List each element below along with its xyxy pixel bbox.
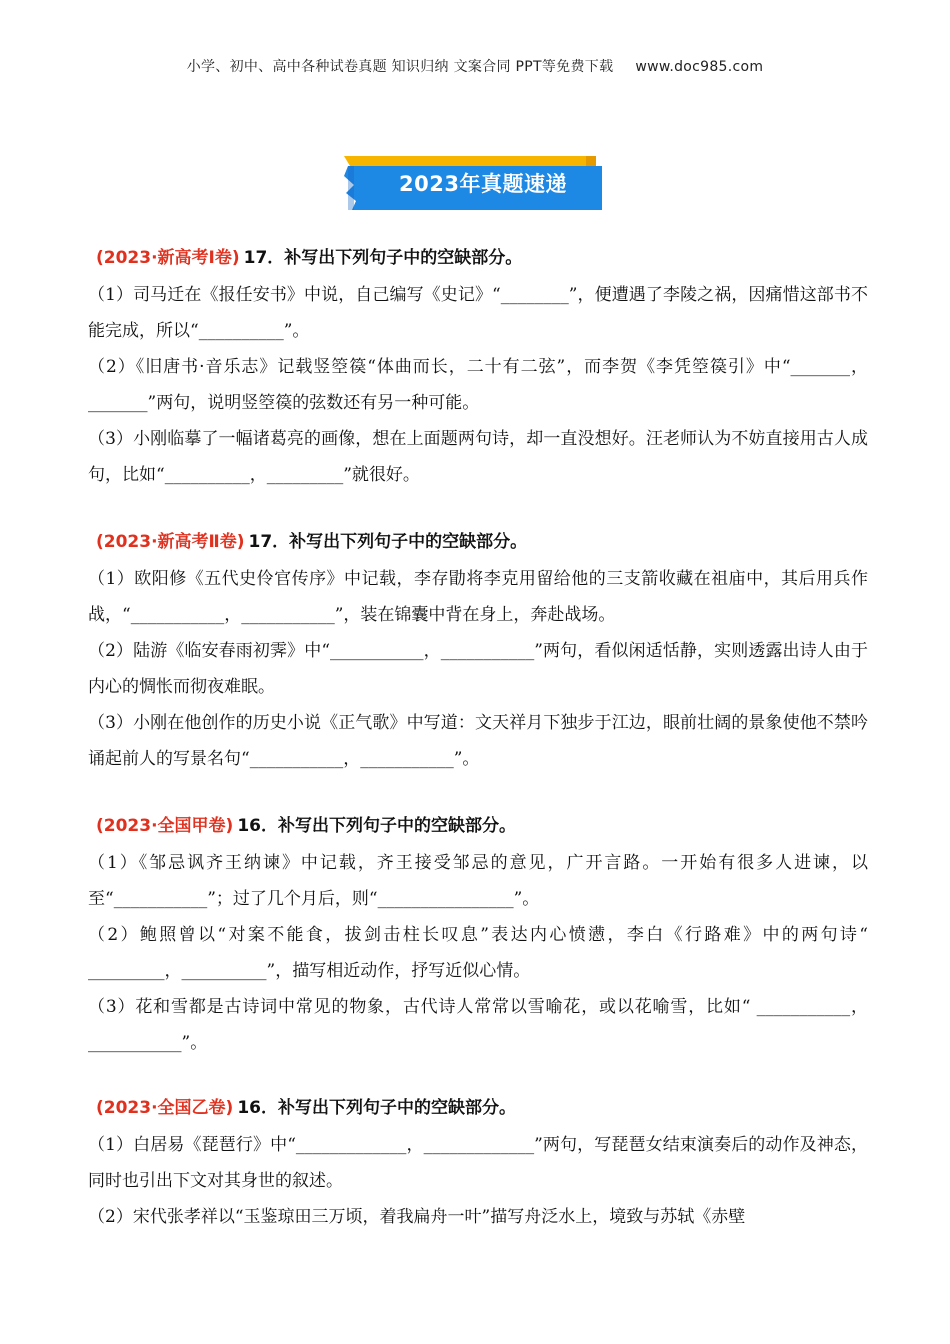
question-item: （3）小刚在他创作的历史小说《正气歌》中写道：文天祥月下独步于江边，眼前壮阔的景象使他不禁吟诵起前人的写景名句“___________，___________”。	[88, 713, 868, 769]
question-heading	[88, 811, 868, 841]
question-item: （1）欧阳修《五代史伶官传序》中记载，李存勖将李克用留给他的三支箭收藏在祖庙中，其后用兵作战，“___________，___________”，装在锦囊中背在身上，奔赴战场。	[88, 569, 868, 625]
question-item: （1）司马迁在《报任安书》中说，自己编写《史记》“________”，便遭遇了李陵之祸，因痛惜这部书不能完成，所以“__________”。	[88, 285, 868, 341]
question-heading	[88, 243, 868, 273]
question-block-national-yi	[88, 1093, 868, 1235]
page-header	[0, 56, 950, 76]
question-source: (2023·全国乙卷)	[96, 1098, 234, 1118]
question-prompt: 17．补写出下列句子中的空缺部分。	[248, 532, 528, 552]
question-prompt: 16．补写出下列句子中的空缺部分。	[237, 816, 516, 836]
question-item: （2）陆游《临安春雨初霁》中“___________，___________”两句，看似闲适恬静，实则透露出诗人由于内心的惆怅而彻夜难眠。	[88, 641, 868, 697]
question-block-new-gaokao-2	[88, 527, 868, 777]
header-text: 小学、初中、高中各种试卷真题 知识归纳 文案合同 PPT等免费下载	[186, 59, 614, 75]
banner-title: 2023年真题速递	[399, 172, 567, 196]
question-item: （1）白居易《琵琶行》中“_____________，_____________”两句，写琵琶女结束演奏后的动作及神态，同时也引出下文对其身世的叙述。	[88, 1135, 868, 1191]
section-banner	[338, 152, 604, 214]
question-heading	[88, 527, 868, 557]
question-item: （3）花和雪都是古诗词中常见的物象，古代诗人常常以雪喻花，或以花喻雪，比如“ ___________，___________”。	[88, 997, 868, 1053]
question-heading	[88, 1093, 868, 1123]
question-item: （3）小刚临摹了一幅诸葛亮的画像，想在上面题两句诗，却一直没想好。汪老师认为不妨直接用古人成句，比如“__________，_________”就很好。	[88, 429, 868, 485]
header-site-link[interactable]: www.doc985.com	[635, 59, 764, 75]
question-block-new-gaokao-1	[88, 243, 868, 493]
question-item: （2）宋代张孝祥以“玉鉴琼田三万顷，着我扁舟一叶”描写舟泛水上，境致与苏轼《赤壁	[88, 1207, 746, 1227]
question-item: （2）鲍照曾以“对案不能食，拔剑击柱长叹息”表达内心愤懑，李白《行路难》中的两句诗“ _________，__________”，描写相近动作，抒写近似心情。	[88, 925, 868, 981]
question-prompt: 17．补写出下列句子中的空缺部分。	[243, 248, 523, 268]
question-item: （2）《旧唐书·音乐志》记载竖箜篌“体曲而长，二十有二弦”，而李贺《李凭箜篌引》中“_______，_______”两句，说明竖箜篌的弦数还有另一种可能。	[88, 357, 868, 413]
question-prompt: 16．补写出下列句子中的空缺部分。	[237, 1098, 516, 1118]
question-block-national-jia	[88, 811, 868, 1061]
question-source: (2023·全国甲卷)	[96, 816, 234, 836]
question-source: (2023·新高考Ⅱ卷)	[96, 532, 245, 552]
question-item: （1）《邹忌讽齐王纳谏》中记载，齐王接受邹忌的意见，广开言路。一开始有很多人进谏，以至“___________”；过了几个月后，则“________________”。	[88, 853, 868, 909]
question-source: (2023·新高考Ⅰ卷)	[96, 248, 240, 268]
